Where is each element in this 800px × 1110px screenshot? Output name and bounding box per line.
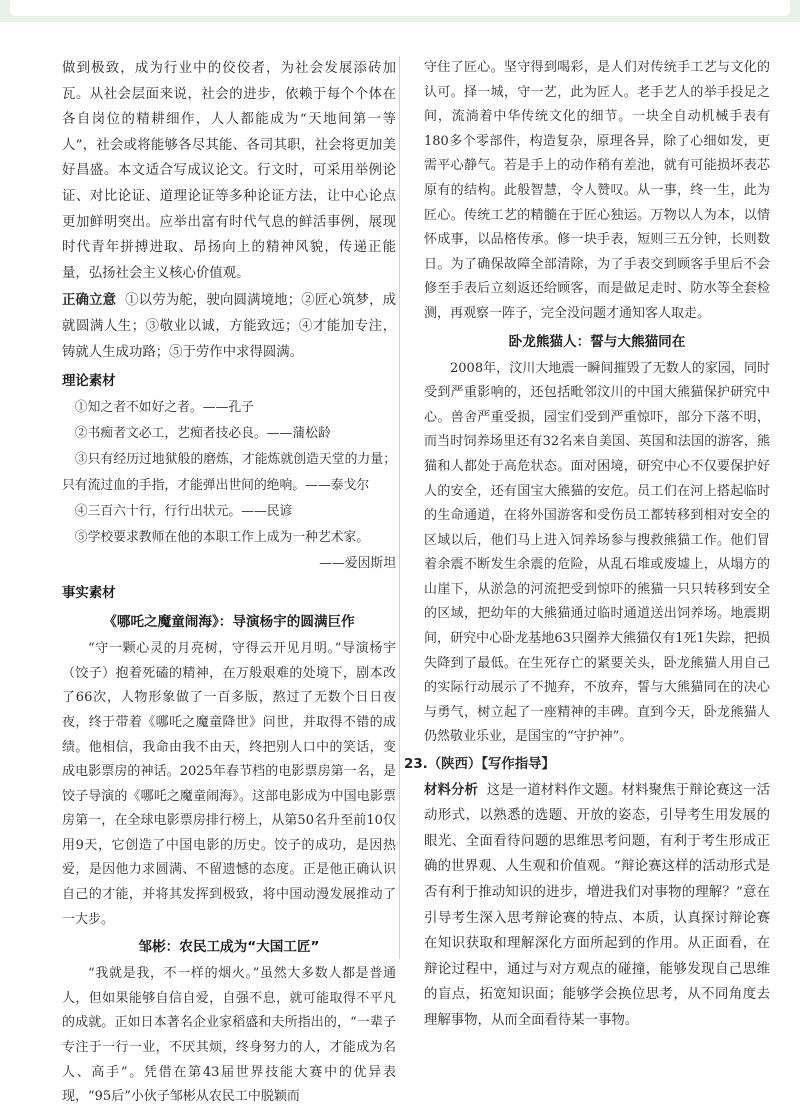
panda-title: 卧龙熊猫人：誓与大熊猫同在 (508, 333, 686, 350)
q23-tag: （陕西）【写作指导】 (427, 757, 555, 773)
analysis-text: 这是一道材料作文题。材料聚焦于辩论赛这一活动形式，以熟悉的选题、开放的姿态，引导考生用发展的眼光、全面看待问题的思维思考问题，有利于考生形成正确的世界观、人生观和价值观。“辩论赛这样的活动形式是否有利于推动知识的进步，增进我们对事物的理解？”意在引导考生深入思考辩论赛的特点、本质，认真探讨辩论赛在知识获取和理解深化方面所起到的作用。从正面看，在辩论过程中，通过与对方观点的碰撞，能够发现自己思维的盲点，拓宽知识面；能够学会换位思考，从不同角度去理解事物，从而全面看待某一事物。 (424, 782, 771, 1028)
quote-5: ⑤学校要求教师在他的本职工作上成为一种艺术家。 (74, 530, 370, 546)
page-top-band (0, 0, 800, 22)
lidian-paragraph (62, 288, 396, 365)
fact-heading: 事实素材 (62, 586, 116, 602)
quote-5-author: ——爱因斯坦 (319, 556, 396, 572)
quote-1: ①知之者不如好之者。——孔子 (74, 400, 254, 416)
column-divider (399, 56, 400, 959)
left-column (62, 56, 397, 1105)
lidian-label: 正确立意 (62, 293, 117, 309)
analysis-label: 材料分析 (424, 782, 478, 798)
watermark-logo (480, 925, 560, 959)
right-para-1: 守住了匠心。坚守得到喝彩，是人们对传统手工艺与文化的认可。择一城，守一艺，此为匠人。老手艺人的举手投足之间，流淌着中华传统文化的细节。一块全自动机械手表有180多个零部件，构造复杂，原理各异，除了心细如发，更需平心静气。若是手上的动作稍有差池，就有可能损坏表芯原有的结构。此般智慧，令人赞叹。从一事，终一生，此为匠心。传统工艺的精髓在于匠心独运。万物以人为本，以情怀成事，以品格传承。修一块手表，短则三五分钟，长则数日。为了确保故障全部清除，为了手表交到顾客手里后不会修至手表后立刻返还给顾客，而是做足走时、防水等全套检测，再观察一阵子，完全没问题才通知客人取走。 (424, 60, 770, 321)
intro-paragraph: 做到极致，成为行业中的佼佼者，为社会发展添砖加瓦。从社会层面来说，社会的进步，依赖于每个个体在各自岗位的精耕细作，人人都能成为“天地间第一等人”，社会或将能够各尽其能、各司其职，社会将更加美好昌盛。本文适合写成议论文。行文时，可采用举例论证、对比论证、道理论证等多种论证方法，让中心论点更加鲜明突出。应举出富有时代气息的鲜活事例，展现时代青年拼搏进取、昂扬向上的精神风貌，传递正能量，弘扬社会主义核心价值观。 (62, 61, 396, 281)
q23-number: 23. (404, 757, 428, 773)
theory-heading: 理论素材 (62, 374, 116, 390)
quote-3: ③只有经历过地狱般的磨炼，才能炼就创造天堂的力量；只有流过血的手指，才能弹出世间的绝响。——泰戈尔 (62, 452, 396, 494)
fact-1-title: 《哪吒之魔童闹海》：导演杨宇的圆满巨作 (103, 614, 355, 631)
lidian-text: ①以劳为舵，驶向圆满境地；②匠心筑梦，成就圆满人生；③敬业以诚，方能致远；④才能加专注，铸就人生成功路；⑤于劳作中求得圆满。 (62, 293, 397, 360)
fact-2-text: “我就是我，不一样的烟火。”虽然大多数人都是普通人，但如果能够自信自爱，自强不息，就可能取得不平凡的成就。正如日本著名企业家稻盛和夫所指出的，“一辈子专注于一行一业，不厌其烦，终身努力的人，才能成为名人、高手”。凭借在第43届世界技能大赛中的优异表现，“95后”小伙子邹彬从农民工中脱颖而 (62, 966, 396, 1105)
fact-1-text: “守一颗心灵的月亮树，守得云开见月明。”导演杨宇（饺子）抱着死磕的精神，在万般艰难的处境下，剧本改了66次，人物形象做了一百多版，熬过了无数个日日夜夜，终于带着《哪吒之魔童降世》问世，并取得不错的成绩。他相信，我命由我不由天，终把别人口中的笑话，变成电影票房的神话。2025年春节档的电影票房第一名，是饺子导演的《哪吒之魔童闹海》。这部电影成为中国电影票房第一，在全球电影票房排行榜上，从第50名升至前10仅用9天，它创造了中国电影的历史。饺子的成功，是因热爱，是因他力求圆满、不留遗憾的态度。正是他正确认识自己的才能，并将其发挥到极致，将中国动漫发展推动了一大步。 (62, 641, 396, 927)
right-column (404, 56, 771, 1028)
analysis-paragraph (424, 778, 770, 1034)
fact-2-title: 邹彬：农民工成为“大国工匠” (138, 939, 320, 956)
analysis-block (404, 778, 770, 1034)
quote-4: ④三百六十行，行行出状元。——民谚 (74, 504, 293, 520)
q23-header (404, 752, 770, 778)
right-indented-block (404, 56, 770, 750)
panda-text: 2008年，汶川大地震一瞬间摧毁了无数人的家园，同时受到严重影响的，还包括毗邻汶川的中国大熊猫保护研究中心。兽舍严重受损，园宝们受到严重惊吓，部分下落不明，而当时饲养场里还有32名来自美国、英国和法国的游客，熊猫和人都处于高危状态。面对困境，研究中心不仅要保护好人的安全，还有国宝大熊猫的安危。员工们在河上搭起临时的生命通道，在将外国游客和受伤员工都转移到相对安全的区域以后，他们马上进入饲养场参与搜救熊猫工作。他们冒着余震不断发生余震的危险，从乱石堆或废墟上，从塌方的山崖下，从淤急的河流把受到惊吓的熊猫一只只转移到安全的区域，把幼年的大熊猫通过临时通道送出饲养场。地震期间，研究中心卧龙基地63只圈养大熊猫仅有1死1失踪，把损失降到了最低。在生死存亡的紧要关头，卧龙熊猫人用自己的实际行动展示了不抛弃，不放弃，誓与大熊猫同在的决心与勇气，树立起了一座精神的丰碑。直到今天，卧龙熊猫人仍然敬业乐业，是国宝的“守护神”。 (424, 360, 770, 745)
quote-2: ②书痴者文必工，艺痴者技必良。——蒲松龄 (74, 426, 331, 442)
